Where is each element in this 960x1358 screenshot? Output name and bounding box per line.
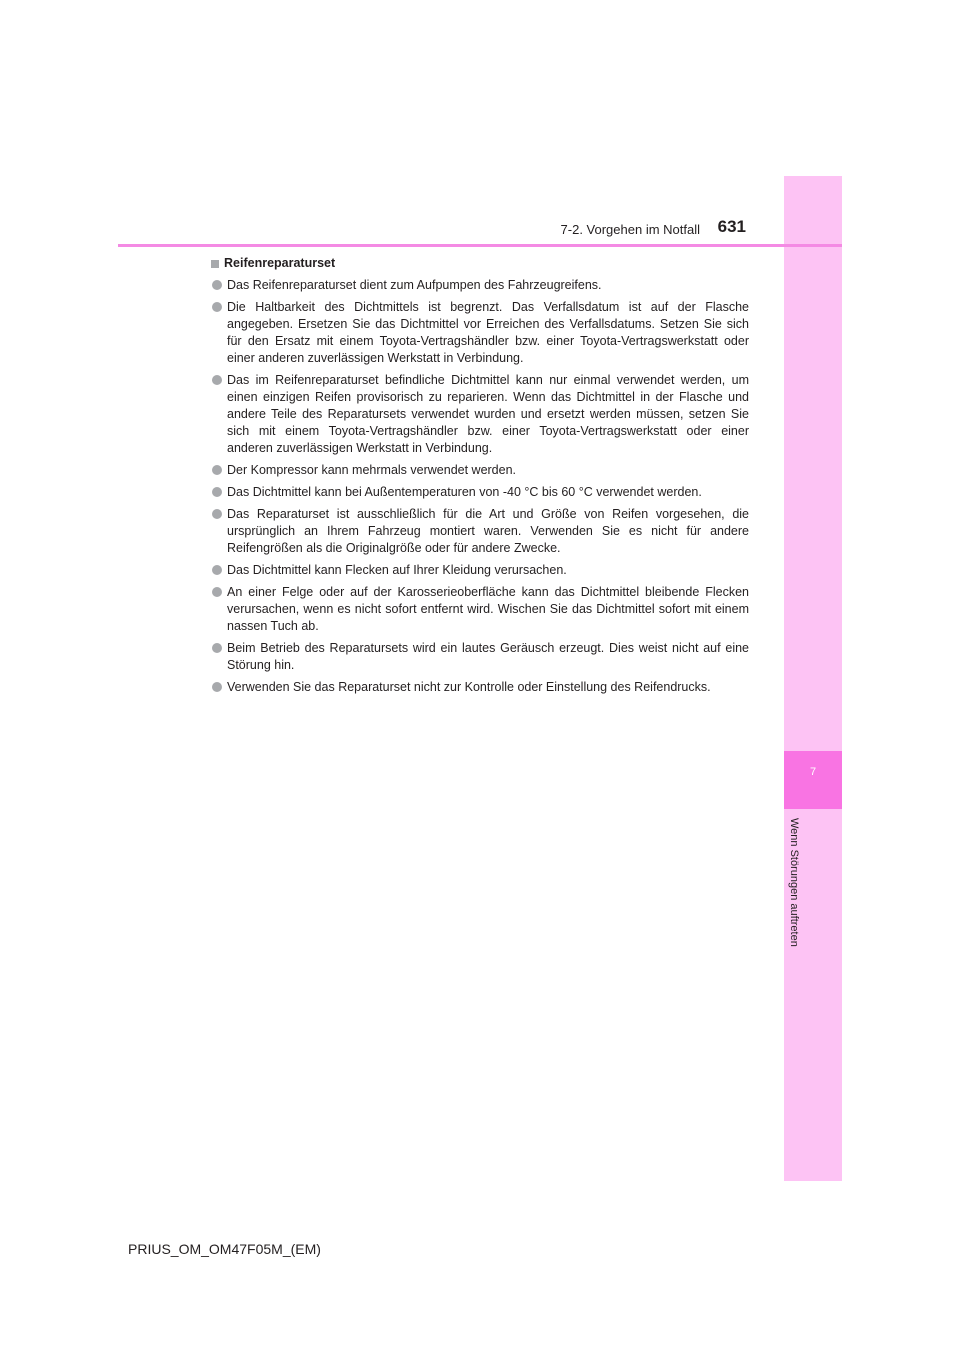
list-item-text: Das Reparaturset ist ausschließlich für die Art und Größe von Reifen vorgesehen, die ursprünglich an Ihrem Fahrzeug montiert waren. Verwenden Sie es nicht für andere Reifengrößen als die Originalgröße oder für andere Zwecke. xyxy=(227,507,749,555)
chapter-side-strip xyxy=(784,176,842,1181)
list-item-text: Verwenden Sie das Reparaturset nicht zur Kontrolle oder Einstellung des Reifendrucks. xyxy=(227,680,711,694)
list-item-text: Das Dichtmittel kann bei Außentemperaturen von -40 °C bis 60 °C verwendet werden. xyxy=(227,485,702,499)
document-code: PRIUS_OM_OM47F05M_(EM) xyxy=(128,1241,321,1257)
section-heading xyxy=(211,255,749,272)
circle-bullet-icon xyxy=(212,509,222,519)
list-item xyxy=(211,679,749,696)
list-item xyxy=(211,277,749,294)
list-item-text: Der Kompressor kann mehrmals verwendet werden. xyxy=(227,463,517,477)
circle-bullet-icon xyxy=(212,587,222,597)
square-bullet-icon xyxy=(211,260,219,268)
chapter-title: Wenn Störungen auftreten xyxy=(788,818,800,947)
chapter-number: 7 xyxy=(809,766,817,778)
page-number: 631 xyxy=(717,217,746,236)
list-item xyxy=(211,562,749,579)
circle-bullet-icon xyxy=(212,302,222,312)
list-item xyxy=(211,640,749,674)
list-item xyxy=(211,372,749,457)
chapter-number-box xyxy=(784,751,842,809)
circle-bullet-icon xyxy=(212,465,222,475)
list-item xyxy=(211,299,749,367)
list-item-text: Die Haltbarkeit des Dichtmittels ist begrenzt. Das Verfallsdatum ist auf der Flasche angegeben. Ersetzen Sie das Dichtmittel vor Erreichen des Verfallsdatums. Setzen Sie sich für den Ersatz mit einem Toyota-Vertragshändler bzw. einer Toyota-Vertragswerkstatt oder einer anderen zuverlässigen Werkstatt in Verbindung. xyxy=(227,300,749,365)
list-item xyxy=(211,584,749,635)
section-title: 7-2. Vorgehen im Notfall xyxy=(560,222,700,237)
circle-bullet-icon xyxy=(212,375,222,385)
list-item xyxy=(211,484,749,501)
list-item-text: Beim Betrieb des Reparatursets wird ein lautes Geräusch erzeugt. Dies weist nicht auf eine Störung hin. xyxy=(227,641,749,672)
circle-bullet-icon xyxy=(212,682,222,692)
list-item xyxy=(211,506,749,557)
info-list xyxy=(211,277,749,696)
list-item-text: Das im Reifenreparaturset befindliche Dichtmittel kann nur einmal verwendet werden, um einen einzigen Reifen provisorisch zu reparieren. Wenn das Dichtmittel in der Flasche und andere Teile des Reparatursets verwendet wurden und ersetzt werden müssen, setzen Sie sich mit einem Toyota-Vertragshändler bzw. einer Toyota-Vertragswerkstatt oder einer anderen zuverlässigen Werkstatt in Verbindung. xyxy=(227,373,749,455)
circle-bullet-icon xyxy=(212,280,222,290)
circle-bullet-icon xyxy=(212,643,222,653)
list-item-text: Das Reifenreparaturset dient zum Aufpumpen des Fahrzeugreifens. xyxy=(227,278,602,292)
circle-bullet-icon xyxy=(212,487,222,497)
list-item xyxy=(211,462,749,479)
page-content xyxy=(211,255,749,701)
section-heading-text: Reifenreparaturset xyxy=(224,256,336,270)
header-rule xyxy=(118,244,842,247)
circle-bullet-icon xyxy=(212,565,222,575)
list-item-text: An einer Felge oder auf der Karosserieoberfläche kann das Dichtmittel bleibende Flecken verursachen, wenn es nicht sofort entfernt wird. Wischen Sie das Dichtmittel sofort mit einem nassen Tuch ab. xyxy=(227,585,749,633)
list-item-text: Das Dichtmittel kann Flecken auf Ihrer Kleidung verursachen. xyxy=(227,563,567,577)
